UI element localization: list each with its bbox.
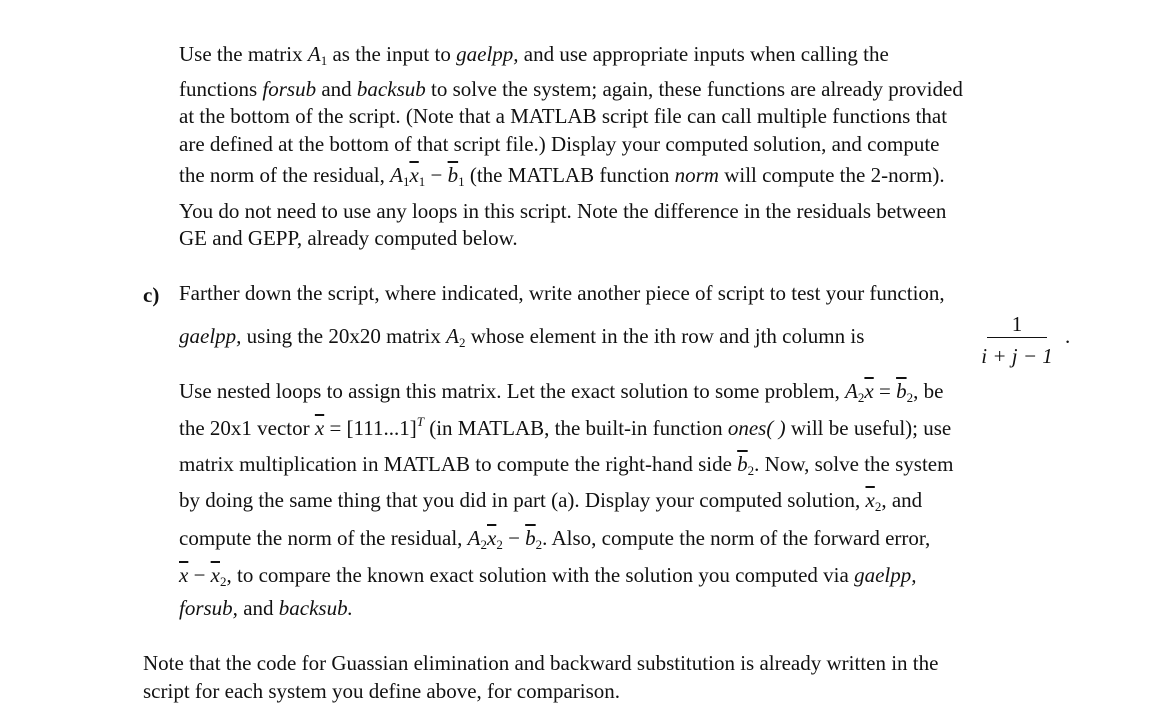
part-b-line-7: GE and GEPP, already computed below. <box>179 226 518 250</box>
part-c-line-2: gaelpp, using the 20x20 matrix $A_2$ whose element in the ith row and jth column is <box>179 324 865 350</box>
part-b-line-4: are defined at the bottom of that script file.) Display your computed solution, and compute <box>179 132 940 156</box>
part-c-line-7-residual: compute the norm of the residual, $A_2\overline{x}_2 - \overline{b}_2$. Also, compute the norm of the forward error, <box>179 526 931 552</box>
part-c-line-8-forward-error: $\overline{x} - \overline{x}_2$, to compare the known exact solution with the solution you computed via gaelpp, <box>179 563 917 589</box>
part-c-label: c) <box>143 283 160 307</box>
part-c-line-4: the 20x1 vector $\overline{x} = [111...1]^T$ (in MATLAB, the built-in function ones( ) will be useful); use <box>179 414 952 440</box>
fraction-numerator: 1 <box>1011 312 1023 336</box>
note-line-1: Note that the code for Guassian elimination and backward substitution is already written in the <box>143 651 939 675</box>
fraction-period: . <box>1065 324 1071 348</box>
note-line-2: script for each system you define above, for comparison. <box>143 679 621 703</box>
part-b-line-5-residual: the norm of the residual, $A_1\overline{x}_1 - \overline{b}_1$ (the MATLAB function norm will compute the 2-norm). <box>179 163 945 189</box>
part-c-line-1: Farther down the script, where indicated, write another piece of script to test your function, <box>179 281 945 305</box>
part-b-line-6: You do not need to use any loops in this script. Note the difference in the residuals between <box>179 199 947 223</box>
part-c-line-6: by doing the same thing that you did in part (a). Display your computed solution, $\overline{x}_2$, and <box>179 488 923 514</box>
part-b-line-1: Use the matrix $A_1$ as the input to gaelpp, and use appropriate inputs when calling the <box>179 42 889 68</box>
fraction-denominator: i + j − 1 <box>981 344 1053 368</box>
part-c-line-5: matrix multiplication in MATLAB to compute the right-hand side $\overline{b}_2$. Now, solve the system <box>179 452 954 478</box>
part-c-line-9: forsub, and backsub. <box>179 596 353 620</box>
fraction-bar <box>987 337 1047 338</box>
part-b-line-3: at the bottom of the script. (Note that a MATLAB script file can call multiple functions that <box>179 104 948 128</box>
part-c-line-3: Use nested loops to assign this matrix. Let the exact solution to some problem, $A_2\overline{x} = \overline{b}_2$, be <box>179 379 944 405</box>
part-b-line-2: functions forsub and backsub to solve the system; again, these functions are already provided <box>179 77 963 101</box>
